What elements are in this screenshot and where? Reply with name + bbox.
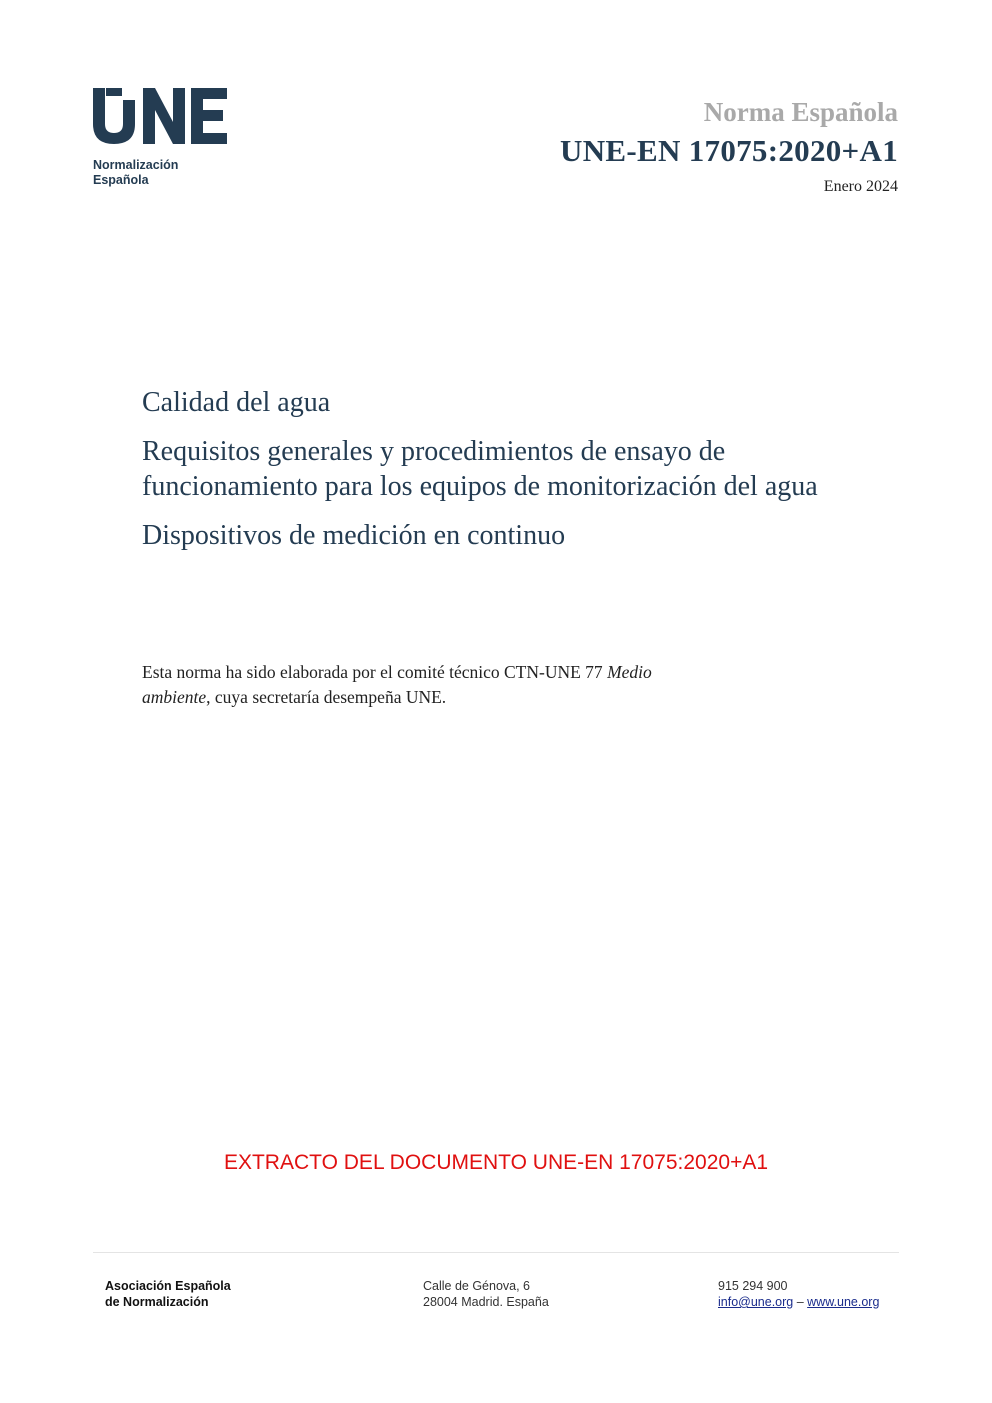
logo-subtitle-line2: Española	[93, 173, 149, 187]
website-link[interactable]: www.une.org	[807, 1295, 880, 1309]
publication-date: Enero 2024	[823, 178, 898, 195]
standard-code: UNE-EN 17075:2020+A1	[560, 133, 898, 168]
logo-subtitle-line1: Normalización	[93, 158, 179, 172]
footer-contact	[718, 1278, 879, 1310]
norma-label: Norma Española	[703, 97, 898, 127]
extract-notice: EXTRACTO DEL DOCUMENTO UNE-EN 17075:2020+A1	[223, 1151, 769, 1174]
footer-address-line2: 28004 Madrid. España	[423, 1295, 549, 1309]
une-logo	[93, 88, 243, 188]
header-block	[560, 96, 898, 196]
footer-divider	[93, 1252, 899, 1253]
email-link[interactable]: info@une.org	[718, 1295, 794, 1309]
footer-address	[423, 1278, 549, 1310]
title-line1: Calidad del agua	[142, 387, 331, 418]
footer-org-line1: Asociación Española	[105, 1279, 231, 1293]
footer-phone: 915 294 900	[718, 1279, 788, 1293]
document-titles	[142, 385, 872, 567]
une-logo-mark	[93, 88, 227, 144]
footer-organization	[105, 1278, 231, 1310]
footer-separator: –	[793, 1295, 808, 1309]
committee-text-before: Esta norma ha sido elaborada por el comité técnico CTN-UNE 77	[142, 662, 608, 682]
committee-statement	[142, 660, 662, 710]
committee-text-after: , cuya secretaría desempeña UNE.	[206, 687, 447, 707]
title-line3: Dispositivos de medición en continuo	[142, 520, 566, 551]
footer-address-line1: Calle de Génova, 6	[423, 1279, 531, 1293]
footer-org-line2: de Normalización	[105, 1295, 209, 1309]
committee-name: Medio ambiente	[142, 662, 652, 707]
title-line2: Requisitos generales y procedimientos de ensayo de funcionamiento para los equipos de monitorización del agua	[142, 436, 818, 502]
